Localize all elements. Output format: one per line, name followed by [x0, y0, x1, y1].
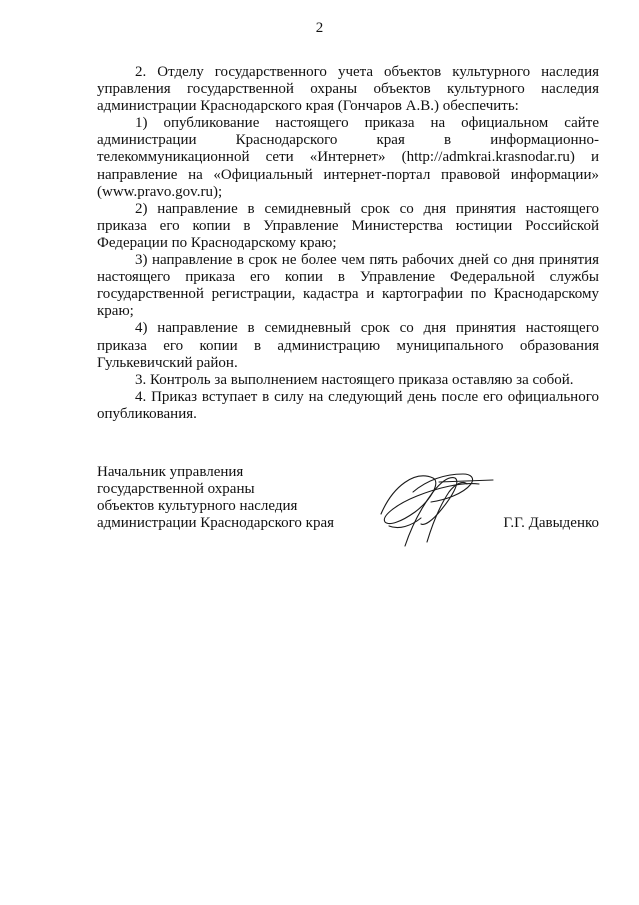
signer-title-line: администрации Краснодарского края: [97, 515, 335, 532]
signer-title-line: объектов культурного наследия: [97, 498, 298, 515]
paragraph-item-3: 3. Контроль за выполнением настоящего приказа оставляю за собой.: [135, 371, 574, 388]
document-body: [97, 64, 599, 423]
paragraph-item-2: 2. Отделу государственного учета объектов культурного наследия управления государственной охраны объектов культурного наследия администрации Краснодарского края (Гончаров А.В.) обеспечить:: [97, 64, 599, 115]
paragraph-subitem-1: 1) опубликование настоящего приказа на официальном сайте администрации Краснодарского края в информационно-телекоммуникационной сети «Интернет» (http://admkrai.krasnodar.ru) и направление на «Официальный интернет-портал правовой информации» (www.pravo.gov.ru);: [97, 115, 599, 200]
signer-name: Г.Г. Давыденко: [503, 515, 599, 531]
handwritten-signature: [375, 456, 495, 548]
signer-title: [97, 464, 334, 532]
paragraph-subitem-3: 3) направление в срок не более чем пять рабочих дней со дня принятия настоящего приказа его копии в Управление Федеральной службы государственной регистрации, кадастра и картографии по Краснодарскому краю;: [97, 252, 599, 320]
signature-block: [97, 464, 599, 554]
page-number: 2: [315, 20, 324, 36]
paragraph-item-4: 4. Приказ вступает в силу на следующий день после его официального опубликования.: [97, 388, 599, 422]
paragraph-subitem-4: 4) направление в семидневный срок со дня принятия настоящего приказа его копии в администрацию муниципального образования Гулькевичский район.: [97, 320, 599, 371]
paragraph-subitem-2: 2) направление в семидневный срок со дня принятия настоящего приказа его копии в Управление Министерства юстиции Российской Федерации по Краснодарскому краю;: [97, 200, 599, 251]
signer-title-line: государственной охраны: [97, 481, 255, 498]
signer-title-line: Начальник управления: [97, 464, 244, 480]
